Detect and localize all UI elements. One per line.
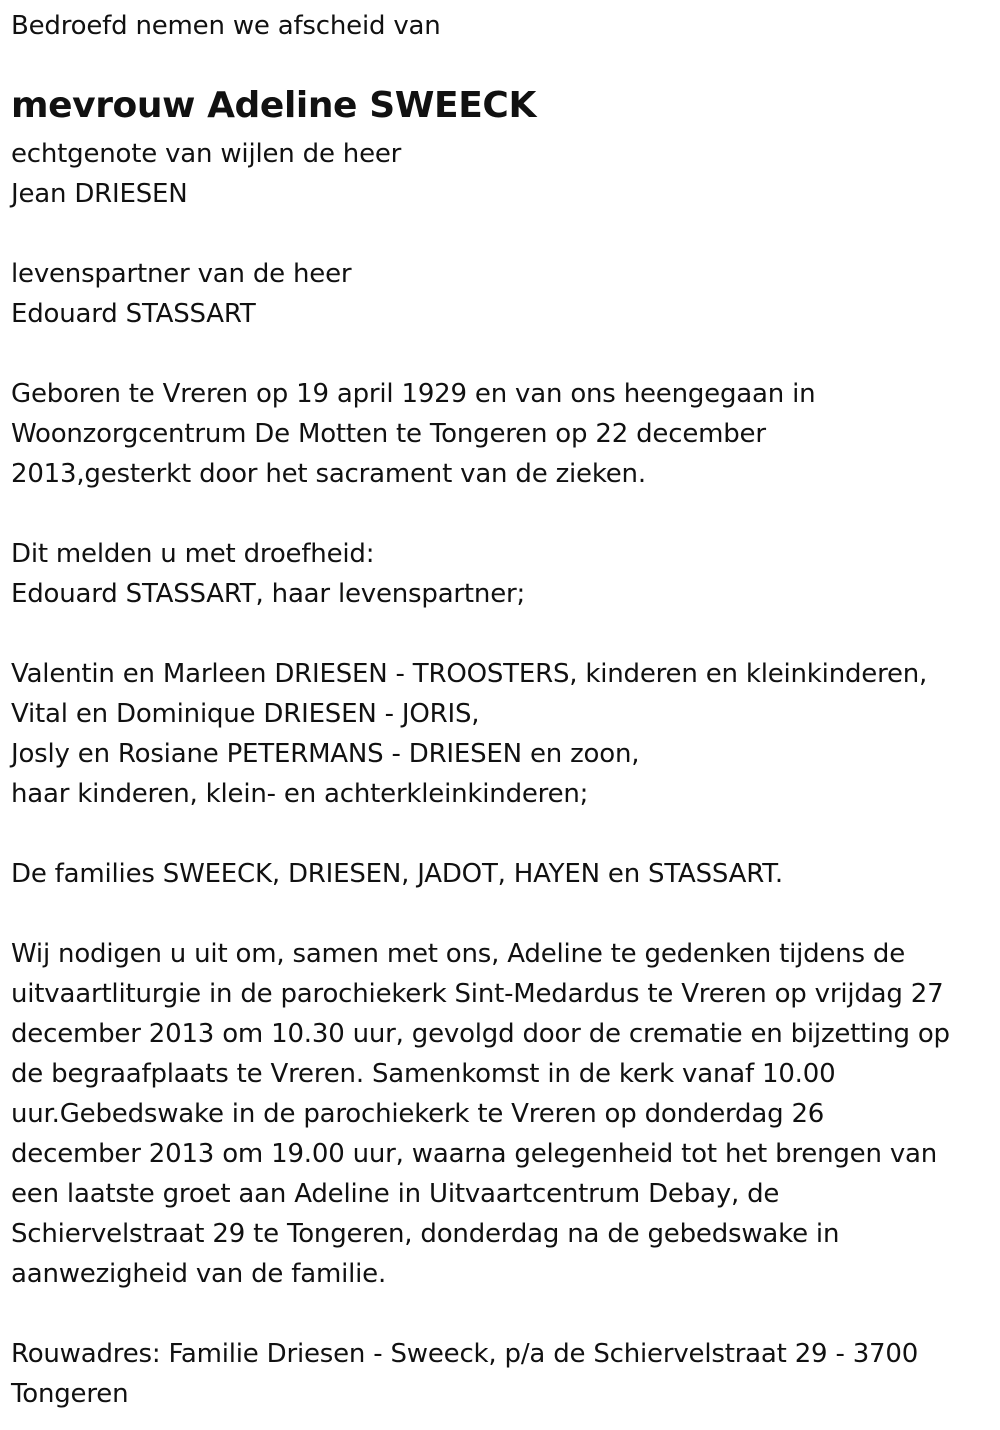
children-block: [11, 654, 927, 814]
birth-death-line: Woonzorgcentrum De Motten te Tongeren op 22 december: [11, 419, 766, 449]
ceremony-block: [11, 934, 950, 1294]
birth-death-line: 2013,gesterkt door het sacrament van de zieken.: [11, 459, 646, 489]
ceremony-line: december 2013 om 19.00 uur, waarna gelegenheid tot het brengen van: [11, 1139, 938, 1169]
ceremony-line: uur.Gebedswake in de parochiekerk te Vreren op donderdag 26: [11, 1099, 825, 1129]
announcers-block: [11, 534, 525, 614]
partner-name: Edouard STASSART: [11, 299, 256, 329]
ceremony-line: uitvaartliturgie in de parochiekerk Sint-Medardus te Vreren op vrijdag 27: [11, 979, 944, 1009]
ceremony-line: aanwezigheid van de familie.: [11, 1259, 387, 1289]
announcers-line: Edouard STASSART, haar levenspartner;: [11, 579, 526, 609]
spouse-block: [11, 134, 401, 214]
address-block: [11, 1334, 918, 1414]
address-line: Tongeren: [11, 1379, 129, 1409]
spouse-line: echtgenote van wijlen de heer: [11, 139, 402, 169]
ceremony-line: de begraafplaats te Vreren. Samenkomst in de kerk vanaf 10.00: [11, 1059, 836, 1089]
ceremony-line: Wij nodigen u uit om, samen met ons, Adeline te gedenken tijdens de: [11, 939, 906, 969]
spouse-name: Jean DRIESEN: [11, 179, 188, 209]
intro-line: Bedroefd nemen we afscheid van: [11, 11, 441, 41]
children-line: Valentin en Marleen DRIESEN - TROOSTERS, kinderen en kleinkinderen,: [11, 659, 928, 689]
birth-death-block: [11, 374, 815, 494]
ceremony-line: december 2013 om 10.30 uur, gevolgd door de crematie en bijzetting op: [11, 1019, 950, 1049]
birth-death-line: Geboren te Vreren op 19 april 1929 en van ons heengegaan in: [11, 379, 816, 409]
children-line: Vital en Dominique DRIESEN - JORIS,: [11, 699, 480, 729]
deceased-name: mevrouw Adeline SWEECK: [11, 85, 536, 126]
children-line: Josly en Rosiane PETERMANS - DRIESEN en zoon,: [11, 739, 640, 769]
children-line: haar kinderen, klein- en achterkleinkinderen;: [11, 779, 589, 809]
ceremony-line: een laatste groet aan Adeline in Uitvaartcentrum Debay, de: [11, 1179, 780, 1209]
address-line: Rouwadres: Familie Driesen - Sweeck, p/a de Schiervelstraat 29 - 3700: [11, 1339, 919, 1369]
ceremony-line: Schiervelstraat 29 te Tongeren, donderdag na de gebedswake in: [11, 1219, 840, 1249]
partner-line: levenspartner van de heer: [11, 259, 352, 289]
partner-block: [11, 254, 351, 334]
families-block: [11, 854, 783, 894]
families-line: De families SWEECK, DRIESEN, JADOT, HAYEN en STASSART.: [11, 859, 783, 889]
announcers-line: Dit melden u met droefheid:: [11, 539, 375, 569]
